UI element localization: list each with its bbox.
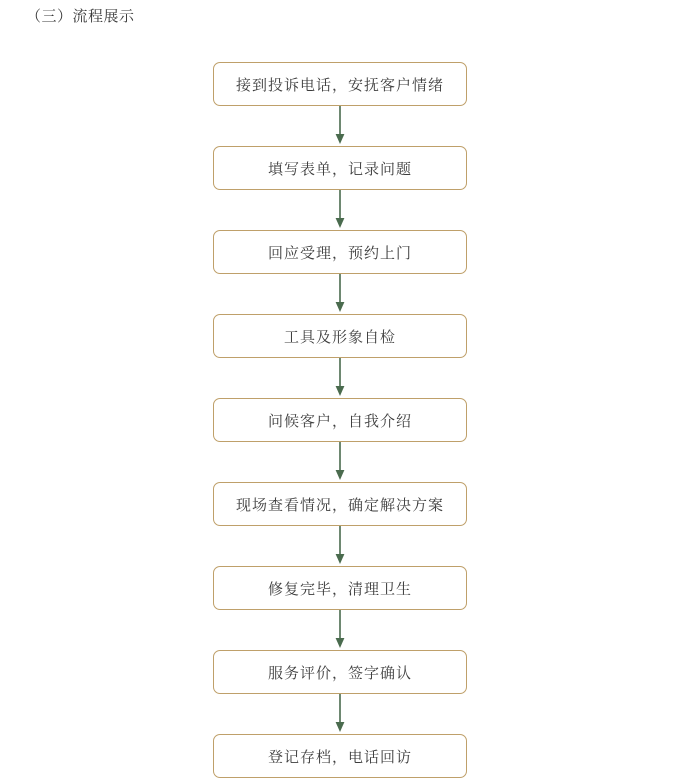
flow-node-label: 工具及形象自检 [283, 328, 396, 346]
arrow-down-icon [331, 190, 349, 230]
arrow-down-icon [331, 694, 349, 734]
flowchart [0, 62, 680, 778]
arrow-down-icon [331, 274, 349, 314]
flow-node-label: 接到投诉电话，安抚客户情绪 [235, 76, 444, 94]
flow-node-label: 登记存档，电话回访 [267, 748, 412, 766]
flow-node [213, 566, 467, 610]
flow-node-label: 填写表单，记录问题 [267, 160, 412, 178]
flow-node [213, 314, 467, 358]
flow-node [213, 482, 467, 526]
flow-node [213, 650, 467, 694]
flow-node-label: 现场查看情况，确定解决方案 [235, 496, 444, 514]
arrow-down-icon [331, 442, 349, 482]
flow-node [213, 734, 467, 778]
flow-node [213, 62, 467, 106]
flow-node-label: 回应受理，预约上门 [267, 244, 412, 262]
flow-node-label: 修复完毕，清理卫生 [267, 580, 412, 598]
page-title: （三）流程展示 [26, 8, 135, 25]
flow-node-label: 问候客户，自我介绍 [267, 412, 412, 430]
flow-node [213, 146, 467, 190]
arrow-down-icon [331, 526, 349, 566]
flow-node [213, 398, 467, 442]
flow-node-label: 服务评价，签字确认 [267, 664, 412, 682]
flow-node [213, 230, 467, 274]
arrow-down-icon [331, 610, 349, 650]
arrow-down-icon [331, 358, 349, 398]
arrow-down-icon [331, 106, 349, 146]
